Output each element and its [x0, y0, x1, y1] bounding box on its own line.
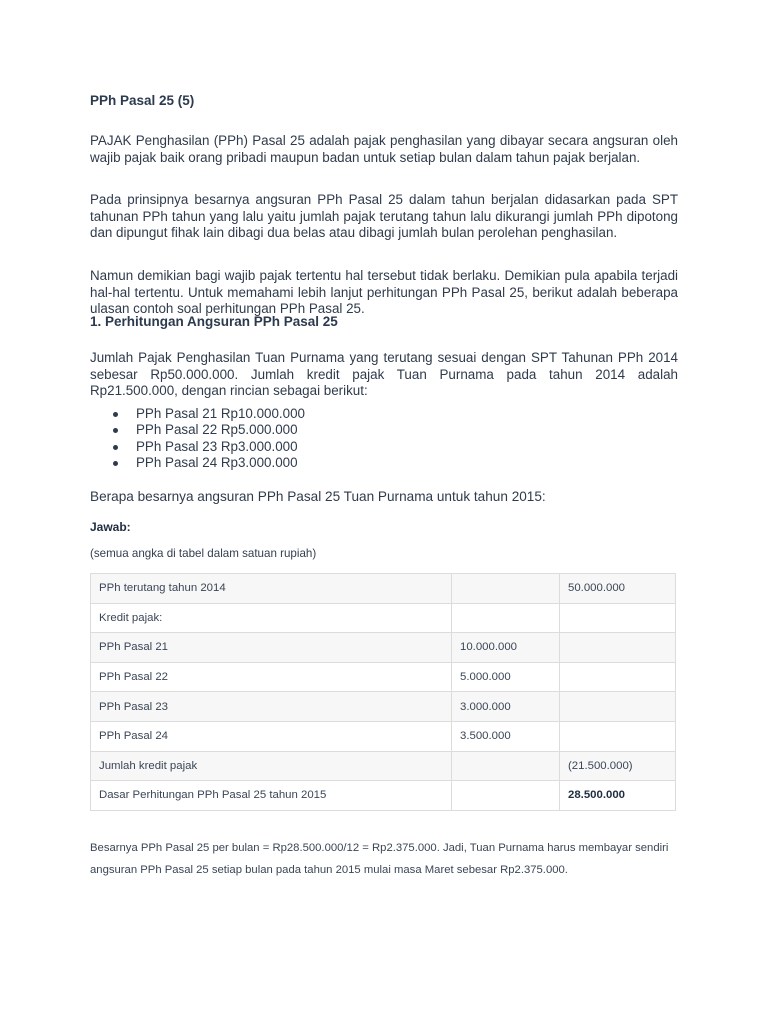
list-item: PPh Pasal 23 Rp3.000.000: [136, 439, 305, 455]
table-cell: [560, 662, 676, 692]
table-cell: [452, 574, 560, 604]
table-cell: PPh Pasal 24: [91, 721, 452, 751]
answer-label: Jawab:: [90, 520, 131, 534]
list-item: PPh Pasal 24 Rp3.000.000: [136, 455, 305, 471]
table-cell: 28.500.000: [560, 781, 676, 811]
table-cell: 3.000.000: [452, 692, 560, 722]
table-cell: [560, 603, 676, 633]
table-cell: Jumlah kredit pajak: [91, 751, 452, 781]
list-item: PPh Pasal 21 Rp10.000.000: [136, 406, 305, 421]
question-text: Berapa besarnya angsuran PPh Pasal 25 Tuan Purnama untuk tahun 2015:: [90, 489, 546, 504]
table-cell: [452, 603, 560, 633]
tax-credit-list: [90, 406, 305, 471]
calculation-table: [90, 573, 676, 811]
case-paragraph: Jumlah Pajak Penghasilan Tuan Purnama yang terutang sesuai dengan SPT Tahunan PPh 2014 sebesar Rp50.000.000. Jumlah kredit pajak Tuan Purnama pada tahun 2014 adalah Rp21.500.000, dengan rincian sebagai berikut:: [90, 350, 678, 398]
list-item: PPh Pasal 22 Rp5.000.000: [136, 422, 305, 438]
principle-paragraph: Pada prinsipnya besarnya angsuran PPh Pasal 25 dalam tahun berjalan didasarkan pada SPT tahunan PPh tahun yang lalu yaitu jumlah pajak terutang tahun lalu dikurangi jumlah PPh dipotong dan dipungut fihak lain dibagi dua belas atau dibagi jumlah bulan perolehan penghasilan.: [90, 192, 678, 240]
table-cell: [560, 692, 676, 722]
table-cell: [560, 721, 676, 751]
table-cell: PPh terutang tahun 2014: [91, 574, 452, 604]
answer-note: (semua angka di tabel dalam satuan rupiah): [90, 547, 317, 560]
table-cell: 10.000.000: [452, 633, 560, 663]
intro-paragraph: PAJAK Penghasilan (PPh) Pasal 25 adalah pajak penghasilan yang dibayar secara angsuran oleh wajib pajak baik orang pribadi maupun badan untuk setiap bulan dalam tahun pajak berjalan.: [90, 133, 678, 165]
table-cell: 3.500.000: [452, 721, 560, 751]
table-row: [91, 751, 676, 781]
table-cell: PPh Pasal 23: [91, 692, 452, 722]
table-cell: [452, 751, 560, 781]
table-cell: Kredit pajak:: [91, 603, 452, 633]
table-cell: PPh Pasal 22: [91, 662, 452, 692]
table-row: [91, 603, 676, 633]
table-cell: [560, 633, 676, 663]
table-cell: Dasar Perhitungan PPh Pasal 25 tahun 2015: [91, 781, 452, 811]
table-cell: [452, 781, 560, 811]
table-cell: (21.500.000): [560, 751, 676, 781]
table-row: [91, 662, 676, 692]
table-row: [91, 781, 676, 811]
table-row: [91, 692, 676, 722]
table-cell: PPh Pasal 21: [91, 633, 452, 663]
table-row: [91, 721, 676, 751]
conclusion-paragraph: Besarnya PPh Pasal 25 per bulan = Rp28.500.000/12 = Rp2.375.000. Jadi, Tuan Purnama harus membayar sendiri angsuran PPh Pasal 25 setiap bulan pada tahun 2015 mulai masa Maret sebesar Rp2.375.000.: [90, 842, 669, 877]
table-cell: 50.000.000: [560, 574, 676, 604]
exception-paragraph: Namun demikian bagi wajib pajak tertentu hal tersebut tidak berlaku. Demikian pula apabila terjadi hal-hal tertentu. Untuk memahami lebih lanjut perhitungan PPh Pasal 25, berikut adalah beberapa ulasan contoh soal perhitungan PPh Pasal 25.: [90, 268, 678, 316]
table-row: [91, 574, 676, 604]
table-row: [91, 633, 676, 663]
document-title: PPh Pasal 25 (5): [90, 93, 195, 108]
section-heading: 1. Perhitungan Angsuran PPh Pasal 25: [90, 314, 338, 329]
table-cell: 5.000.000: [452, 662, 560, 692]
